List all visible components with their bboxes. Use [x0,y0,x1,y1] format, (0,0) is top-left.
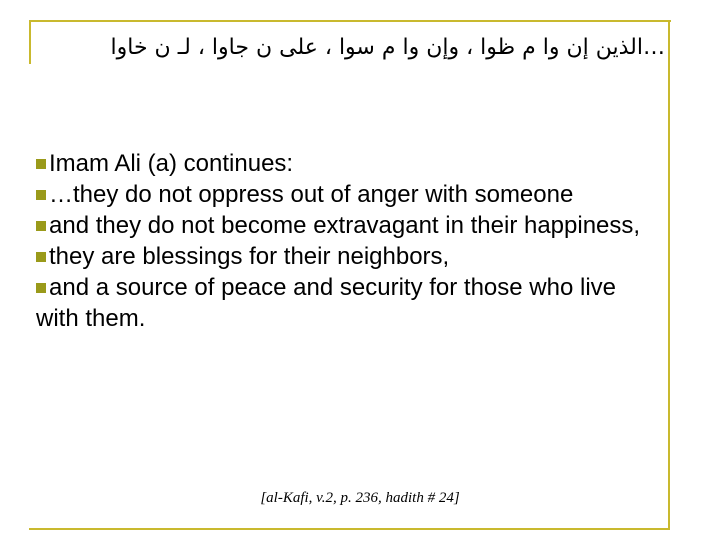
square-bullet-icon [36,221,46,231]
bullet-item [36,210,658,241]
citation: [al-Kafi, v.2, p. 236, hadith # 24] [260,490,460,506]
bullet-list [36,148,658,334]
square-bullet-icon [36,190,46,200]
bullet-text: they are blessings for their neighbors, [49,243,450,270]
bullet-text: and a source of peace and security for those who live with them. [36,274,616,332]
square-bullet-icon [36,252,46,262]
bullet-item [36,272,658,334]
frame-top-line [29,20,671,22]
bullet-text: Imam Ali (a) continues: [49,150,294,177]
square-bullet-icon [36,159,46,169]
frame-bottom-line [29,528,670,530]
arabic-quote: …الذين إن وا م ظوا ، وإن وا م سوا ، على ن جاوا ، لـ ن خاوا [110,35,665,60]
bullet-text: …they do not oppress out of anger with someone [49,181,574,208]
frame-right-line [668,20,670,530]
frame-left-line [29,20,31,64]
bullet-item [36,148,658,179]
bullet-item [36,179,658,210]
bullet-text: and they do not become extravagant in their happiness, [49,212,641,239]
square-bullet-icon [36,283,46,293]
bullet-item [36,241,658,272]
